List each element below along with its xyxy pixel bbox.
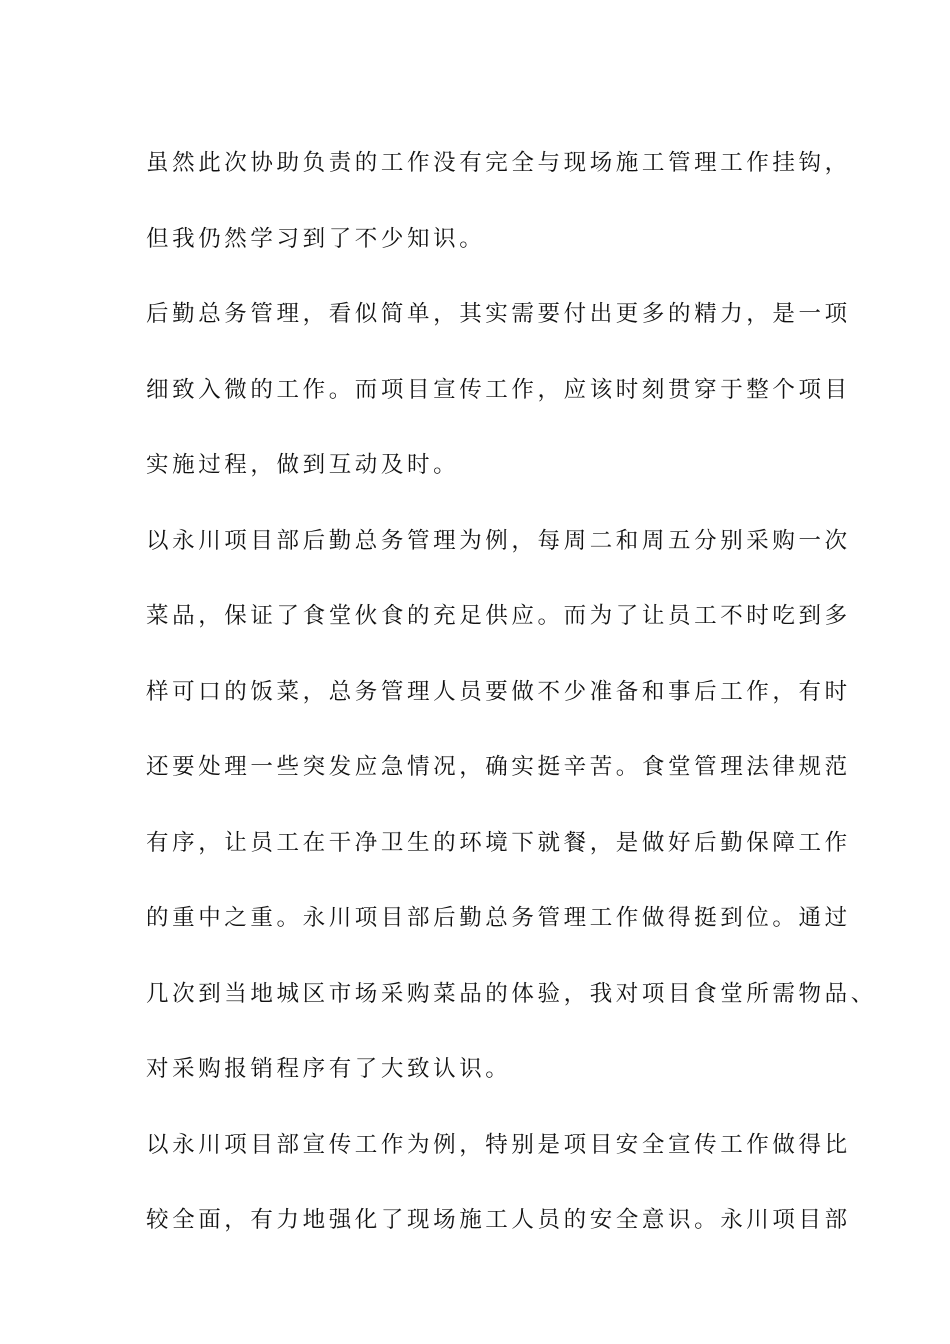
text-line: 以永川项目部宣传工作为例，特别是项目安全宣传工作做得比: [146, 1131, 851, 1158]
text-line: 较全面，有力地强化了现场施工人员的安全意识。永川项目部: [146, 1207, 851, 1233]
text-line: 虽然此次协助负责的工作没有完全与现场施工管理工作挂钩，: [146, 150, 851, 176]
text-line: 样可口的饭菜，总务管理人员要做不少准备和事后工作，有时: [146, 678, 851, 705]
text-line: 细致入微的工作。而项目宣传工作，应该时刻贯穿于整个项目: [146, 376, 851, 403]
text-line: 后勤总务管理，看似简单，其实需要付出更多的精力，是一项: [146, 301, 851, 327]
text-line: 但我仍然学习到了不少知识。: [146, 225, 486, 252]
text-line: 有序，让员工在干净卫生的环境下就餐，是做好后勤保障工作: [146, 829, 851, 856]
text-line: 对采购报销程序有了大致认识。: [146, 1056, 512, 1082]
text-line: 几次到当地城区市场采购菜品的体验，我对项目食堂所需物品、: [146, 980, 877, 1007]
text-line: 还要处理一些突发应急情况，确实挺辛苦。食堂管理法律规范: [146, 754, 851, 780]
text-line: 的重中之重。永川项目部后勤总务管理工作做得挺到位。通过: [146, 905, 851, 931]
document-body: [146, 126, 877, 1259]
text-line: 实施过程，做到互动及时。: [146, 452, 460, 478]
text-line: 以永川项目部后勤总务管理为例，每周二和周五分别采购一次: [146, 527, 851, 554]
text-line: 菜品，保证了食堂伙食的充足供应。而为了让员工不时吃到多: [146, 603, 851, 629]
